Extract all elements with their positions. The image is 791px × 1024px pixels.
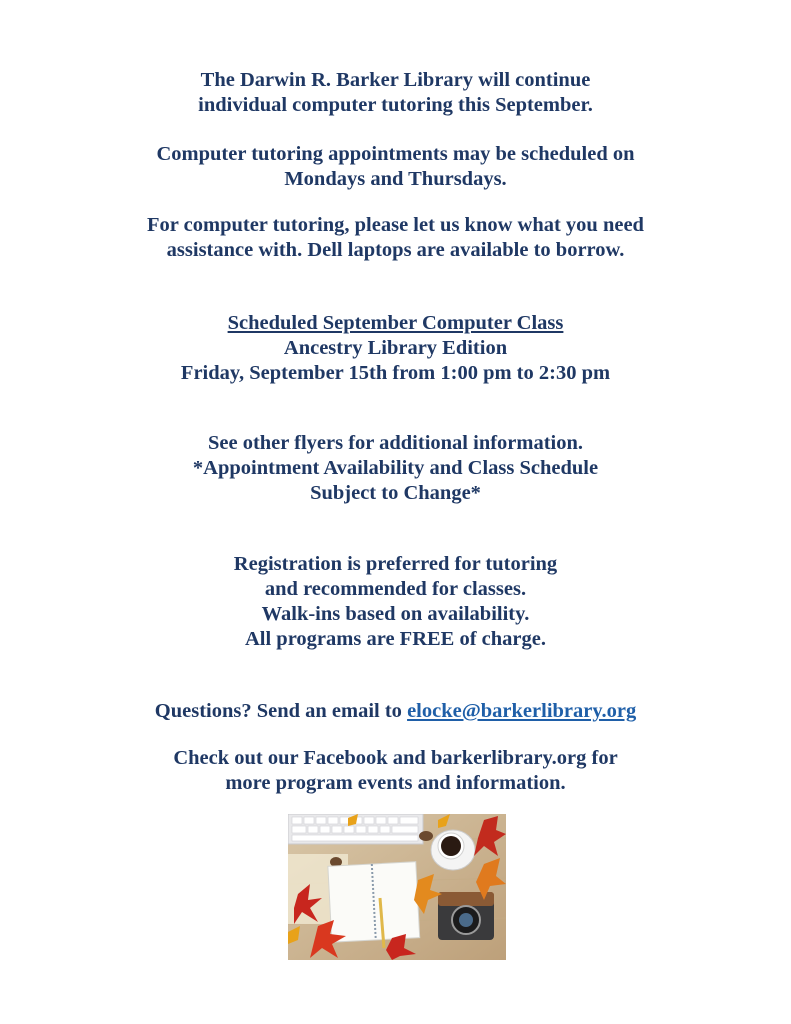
intro-line-2: individual computer tutoring this September. bbox=[198, 94, 593, 116]
registration-line-1: Registration is preferred for tutoring bbox=[233, 553, 558, 575]
assistance-line-1: For computer tutoring, please let us know what you need bbox=[147, 214, 644, 236]
desk-photo-illustration bbox=[288, 814, 506, 960]
registration-line-4: All programs are FREE of charge. bbox=[244, 628, 546, 650]
more-info-paragraph bbox=[0, 746, 791, 796]
schedule-info-line-1: Computer tutoring appointments may be scheduled on bbox=[156, 143, 635, 165]
schedule-info-paragraph bbox=[0, 142, 791, 192]
notice-line-1: See other flyers for additional information. bbox=[207, 432, 584, 454]
assistance-line-2: assistance with. Dell laptops are available to borrow. bbox=[166, 239, 625, 261]
class-time: Friday, September 15th from 1:00 pm to 2:30 pm bbox=[180, 362, 611, 384]
schedule-info-line-2: Mondays and Thursdays. bbox=[284, 168, 507, 190]
registration-paragraph bbox=[0, 552, 791, 652]
notice-paragraph bbox=[0, 431, 791, 506]
registration-line-3: Walk-ins based on availability. bbox=[261, 603, 530, 625]
contact-prefix: Questions? Send an email to bbox=[154, 700, 408, 722]
email-link[interactable]: elocke@barkerlibrary.org bbox=[407, 700, 637, 722]
intro-line-1: The Darwin R. Barker Library will continue bbox=[200, 69, 591, 91]
class-name: Ancestry Library Edition bbox=[283, 337, 508, 359]
class-heading: Scheduled September Computer Class bbox=[227, 312, 564, 334]
desk-photo bbox=[288, 814, 506, 960]
registration-line-2: and recommended for classes. bbox=[264, 578, 527, 600]
notebook-image bbox=[328, 862, 420, 943]
contact-line bbox=[0, 699, 791, 724]
class-section bbox=[0, 311, 791, 386]
coffee-cup-image bbox=[431, 830, 475, 870]
more-info-line-1: Check out our Facebook and barkerlibrary.org for bbox=[173, 747, 618, 769]
notice-line-2: *Appointment Availability and Class Schedule bbox=[192, 457, 599, 479]
contact-paragraph bbox=[0, 699, 791, 724]
more-info-line-2: more program events and information. bbox=[225, 772, 566, 794]
notice-line-3: Subject to Change* bbox=[310, 482, 481, 504]
camera-image bbox=[438, 892, 494, 940]
assistance-paragraph bbox=[0, 213, 791, 263]
intro-paragraph bbox=[0, 68, 791, 118]
